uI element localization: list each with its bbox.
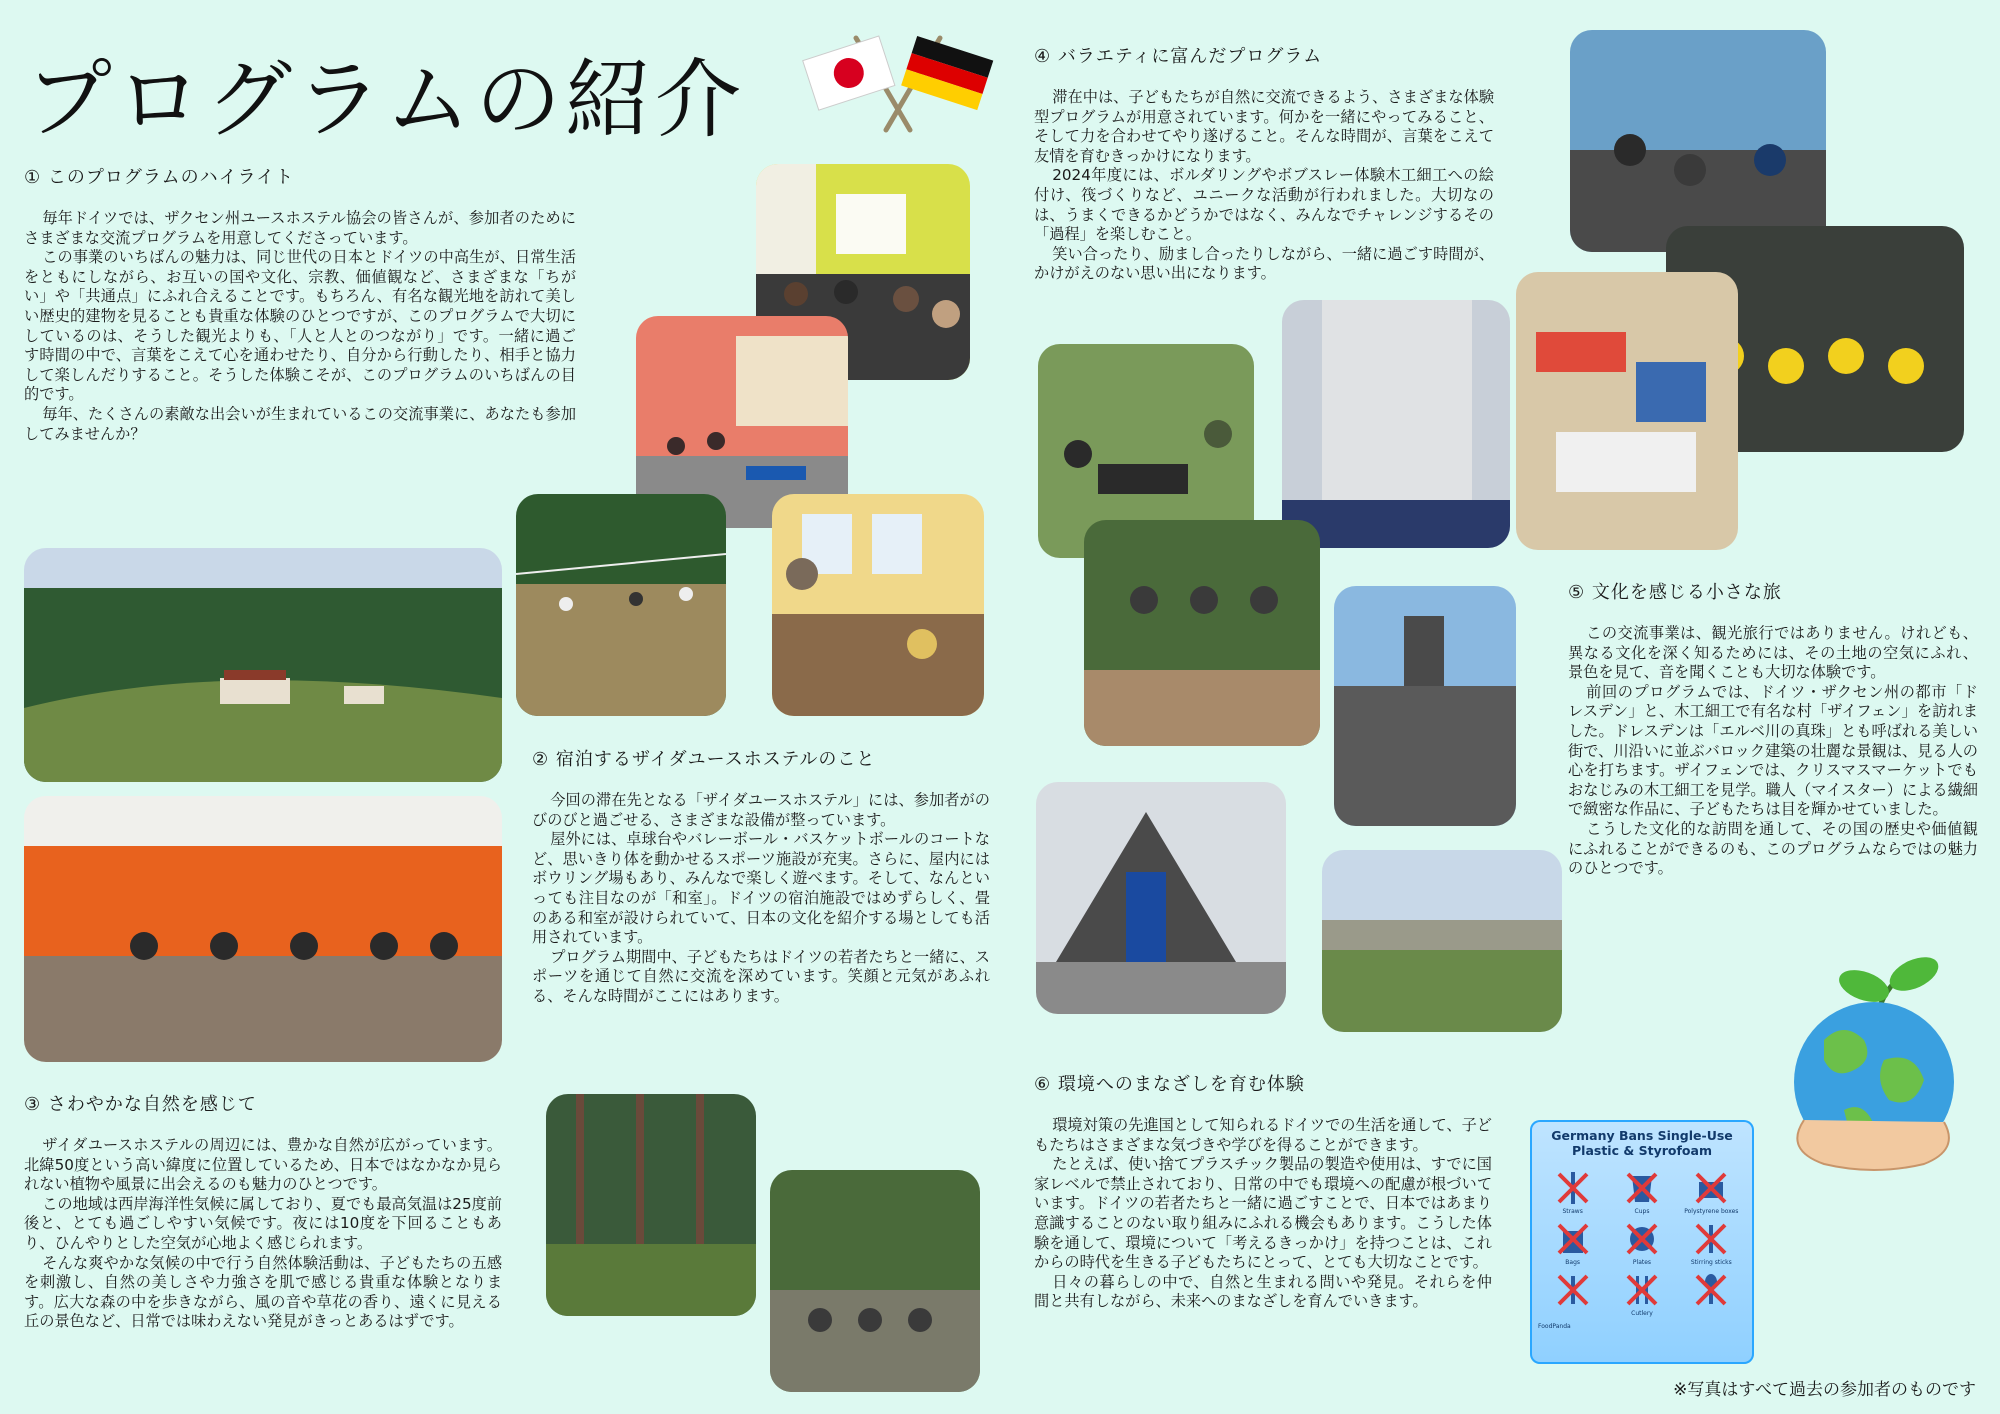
photo-raft-building <box>1084 520 1320 746</box>
plastic-ban-poster <box>1530 1120 1754 1364</box>
paragraph: この事業のいちばんの魅力は、同じ世代の日本とドイツの中高生が、日常生活をともにしながら、お互いの国や文化、宗教、価値観など、さまざまな「ちがい」や「共通点」にふれ合えることです。もちろん、有名な観光地を訪れて美しい歴史的建物を見ることも貴重な体験のひとつですが、このプログラムで大切にしているのは、そうした観光よりも、「人と人とのつながり」です。一緒に過ごす時間の中で、言葉をこえて心を通わせたり、自分から行動したり、相手と協力して楽しんだりすること。そうした体験こそが、このプログラムのいちばんの目的です。 <box>24 248 576 404</box>
photo-footnote: ※写真はすべて過去の参加者のものです <box>1673 1380 1976 1400</box>
bag-ban-icon <box>1553 1219 1593 1259</box>
section-hostel <box>532 745 990 1007</box>
plate-ban-icon <box>1622 1219 1662 1259</box>
paragraph: ザイダユースホステルの周辺には、豊かな自然が広がっています。北緯50度という高い緯度に位置しているため、日本ではなかなか見られない植物や風景に出会えるのも魅力のひとつです。 <box>24 1136 502 1194</box>
ban-item: Cups <box>1607 1168 1676 1215</box>
paragraph: 滞在中は、子どもたちが自然に交流できるよう、さまざまな体験型プログラムが用意されています。何かを一緒にやってみること、そして力を合わせてやり遂げること。そんな時間が、言葉をこえて友情を育むきっかけになります。 <box>1034 88 1494 165</box>
paragraph: たとえば、使い捨てプラスチック製品の製造や使用は、すでに国家レベルで禁止されており、日常の中でも環境への配慮が根づいています。ドイツの若者たちと一緒に過ごすことで、日本ではあまり意識することのない取り組みにふれる機会もあります。こうした体験を通して、環境について「考えるきっかけ」を持つことは、これからの時代を生きる子どもたちにとって、とても大切なことです。 <box>1034 1155 1493 1272</box>
poster-footer: FoodPanda <box>1538 1323 1571 1330</box>
photo-dresden-church <box>1334 586 1516 826</box>
ban-item: Polystyrene boxes <box>1677 1168 1746 1215</box>
paragraph: 環境対策の先進国として知られるドイツでの生活を通して、子どもたちはさまざまな気づきや学びを得ることができます。 <box>1034 1116 1492 1154</box>
paragraph: 毎年ドイツでは、ザクセン州ユースホステル協会の皆さんが、参加者のためにさまざまな交流プログラムを用意してくださっています。 <box>24 209 576 247</box>
photo-hiking-group <box>770 1170 980 1392</box>
photo-party-hall <box>24 796 502 1062</box>
page-title: プログラムの紹介 <box>26 50 746 150</box>
ban-item: Plates <box>1607 1219 1676 1266</box>
photo-forest <box>546 1094 756 1316</box>
paragraph: 日々の暮らしの中で、自然と生まれる問いや発見。それらを仲間と共有しながら、未来へのまなざしを育んでいきます。 <box>1034 1272 1492 1311</box>
earth-sprout-icon <box>1764 950 1978 1180</box>
paragraph: この交流事業は、観光旅行ではありません。けれども、異なる文化を深く知るためには、その土地の空気にふれ、景色を見て、音を聞くことも大切な体験です。 <box>1568 624 1978 682</box>
paragraph: 2024年度には、ボルダリングやボブスレー体験木工細工への絵付け、筏づくりなど、ユニークな活動が行われました。大切なのは、うまくできるかどうかではなく、みんなでチャレンジするその「過程」を楽しむこと。 <box>1034 166 1494 244</box>
paragraph: こうした文化的な訪問を通して、その国の歴史や価値観にふれることができるのも、このプログラムならではの魅力のひとつです。 <box>1568 819 1978 878</box>
ban-item: Cutlery <box>1607 1270 1676 1317</box>
section-heading: ③ さわやかな自然を感じて <box>24 1094 257 1115</box>
photo-climbing-wall <box>1282 300 1510 548</box>
photo-workshop <box>1570 30 1826 252</box>
ban-item <box>1538 1270 1607 1317</box>
section-highlight <box>24 163 576 444</box>
paragraph: そんな爽やかな気候の中で行う自然体験活動は、子どもたちの五感を刺激し、自然の美しさや力強さを肌で感じる貴重な体験となります。広大な森の中を歩きながら、風の音や草花の香り、遠くに見える丘の景色など、日常では味わえない発見がきっとあるはずです。 <box>24 1253 502 1331</box>
cutlery-ban-icon <box>1622 1270 1662 1310</box>
section-environment <box>1034 1070 1492 1312</box>
paragraph: プログラム期間中、子どもたちはドイツの若者たちと一緒に、スポーツを通じて自然に交流を深めています。笑顔と元気があふれる、そんな時間がここにはあります。 <box>532 947 990 1005</box>
photo-nutcracker-hut <box>1036 782 1286 1014</box>
section-nature <box>24 1090 502 1332</box>
photo-dining-room <box>772 494 984 716</box>
straw-ban-icon <box>1553 1168 1593 1208</box>
ban-item: Bags <box>1538 1219 1607 1266</box>
section-culture <box>1568 578 1978 879</box>
stirring-stick-ban-icon <box>1691 1219 1731 1259</box>
ban-item: Straws <box>1538 1168 1607 1215</box>
cup-ban-icon <box>1622 1168 1662 1208</box>
japan-germany-flags-icon <box>798 24 998 134</box>
section-heading: ④ バラエティに富んだプログラム <box>1034 46 1323 67</box>
section-heading: ② 宿泊するザイダユースホステルのこと <box>532 749 876 770</box>
ban-item <box>1677 1270 1746 1317</box>
section-heading: ⑤ 文化を感じる小さな旅 <box>1568 582 1782 603</box>
ban-item: Stirring sticks <box>1677 1219 1746 1266</box>
section-heading: ⑥ 環境へのまなざしを育む体験 <box>1034 1074 1305 1095</box>
paragraph: この地域は西岸海洋性気候に属しており、夏でも最高気温は25度前後と、とても過ごしやすい気候です。夜には10度を下回ることもあり、ひんやりとした空気が心地よく感じられます。 <box>24 1194 502 1252</box>
section-heading: ① このプログラムのハイライト <box>24 167 295 188</box>
photo-hostel-aerial <box>24 548 502 782</box>
paragraph: 笑い合ったり、励まし合ったりしながら、一緒に過ごす時間が、かけがえのない思い出になります。 <box>1034 244 1494 283</box>
paragraph: 毎年、たくさんの素敵な出会いが生まれているこの交流事業に、あなたも参加してみませんか？ <box>24 404 576 443</box>
spoon-ban-icon <box>1691 1270 1731 1310</box>
poster-title: Germany Bans Single-Use Plastic & Styrofoam <box>1551 1128 1733 1158</box>
knife-ban-icon <box>1553 1270 1593 1310</box>
paragraph: 屋外には、卓球台やバレーボール・バスケットボールのコートなど、思いきり体を動かせるスポーツ施設が充実。さらに、屋内にはボウリング場もあり、みんなで楽しく遊べます。そして、なんといっても注目なのが「和室」。ドイツの宿泊施設ではめずらしく、畳のある和室が設けられていて、日本の文化を紹介する場としても活用されています。 <box>532 830 990 947</box>
section-programs <box>1034 42 1494 284</box>
paragraph: 今回の滞在先となる「ザイダユースホステル」には、参加者がのびのびと過ごせる、さまざまな設備が整っています。 <box>532 791 990 829</box>
paragraph: 前回のプログラムでは、ドイツ・ザクセン州の都市「ドレスデン」と、木工細工で有名な村「ザイフェン」を訪れました。ドレスデンは「エルベ川の真珠」とも呼ばれる美しい街で、川沿いに並ぶバロック建築の壮麗な景観は、見る人の心を打ちます。ザイフェンでは、クリスマスマーケットでもおなじみの木工細工を見学。職人（マイスター）による繊細で緻密な作品に、子どもたちは目を輝かせていました。 <box>1568 682 1978 819</box>
photo-elbe-riverside <box>1322 850 1562 1032</box>
polystyrene-box-ban-icon <box>1691 1168 1731 1208</box>
photo-volleyball-court <box>516 494 726 716</box>
photo-wood-painting <box>1516 272 1738 550</box>
